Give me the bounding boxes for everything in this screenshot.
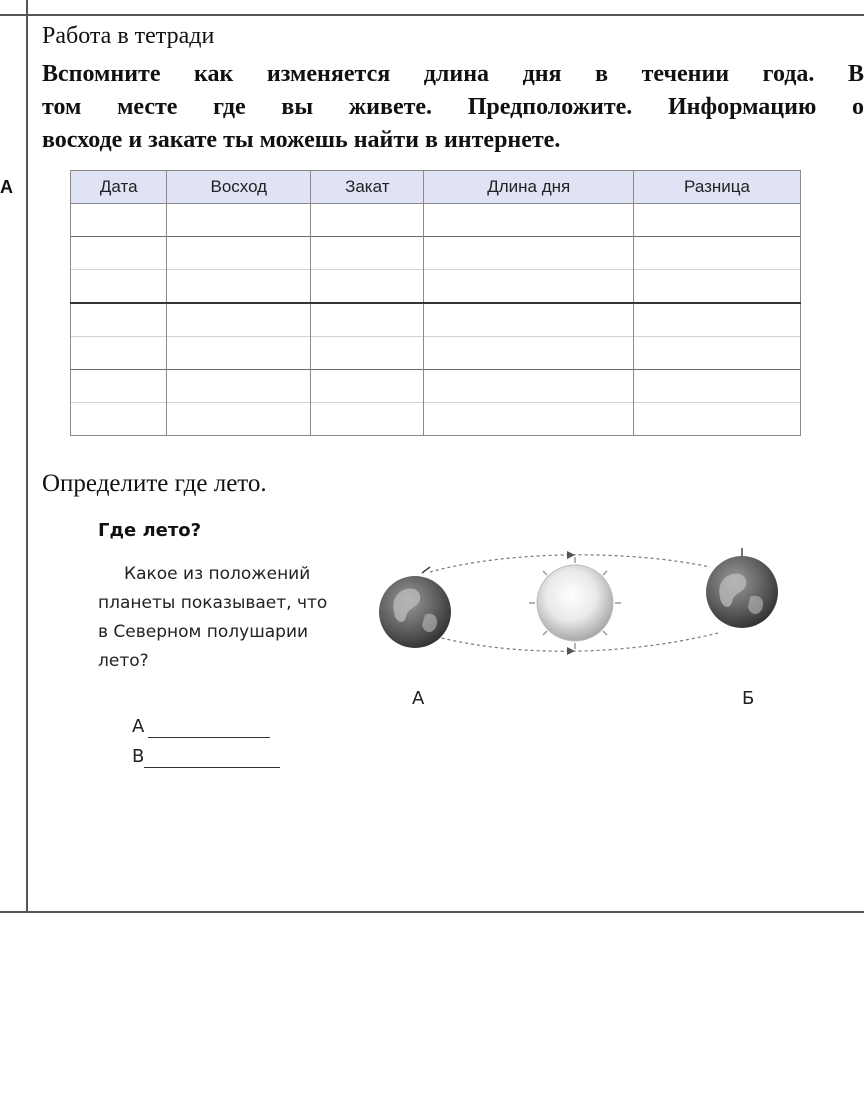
day-length-table: [70, 170, 801, 436]
table-cell[interactable]: [71, 403, 167, 436]
header-day-length: Длина дня: [424, 171, 634, 204]
section-title: Работа в тетради: [42, 23, 215, 49]
earth-orbit-illustration: [370, 545, 790, 665]
position-label-b: Б: [742, 688, 755, 709]
header-sunset: Закат: [311, 171, 424, 204]
table-cell[interactable]: [634, 337, 801, 370]
table-cell[interactable]: [71, 337, 167, 370]
table-row: [71, 303, 801, 337]
earth-a-icon: [379, 567, 451, 648]
table-cell[interactable]: [311, 403, 424, 436]
table-cell[interactable]: [634, 237, 801, 270]
table-cell[interactable]: [634, 303, 801, 337]
frame-left-rule: [26, 0, 28, 913]
table-cell[interactable]: [167, 204, 311, 237]
table-cell[interactable]: [167, 337, 311, 370]
table-cell[interactable]: [634, 370, 801, 403]
answer-b-blank[interactable]: [144, 750, 280, 768]
box-line-1: Какое из положений: [124, 564, 311, 584]
table-header-row: [71, 171, 801, 204]
table-cell[interactable]: [311, 370, 424, 403]
task-text: [42, 58, 864, 157]
position-label-a: А: [412, 688, 425, 709]
table-cell[interactable]: [311, 204, 424, 237]
answer-a-blank[interactable]: [148, 720, 270, 738]
table-row: [71, 204, 801, 237]
frame-top-rule: [0, 14, 864, 16]
table-row: [71, 370, 801, 403]
header-date: Дата: [71, 171, 167, 204]
header-sunrise: Восход: [167, 171, 311, 204]
table-cell[interactable]: [424, 237, 634, 270]
frame-bottom-rule: [0, 911, 864, 913]
sun-icon: [529, 557, 621, 649]
earth-b-icon: [706, 548, 778, 628]
table-cell[interactable]: [311, 337, 424, 370]
table-cell[interactable]: [424, 337, 634, 370]
header-difference: Разница: [634, 171, 801, 204]
task-line-2: том месте где вы живете. Предположите. Информацию о: [42, 94, 864, 120]
left-margin-glyph: A: [0, 177, 13, 197]
box-title: Где лето?: [98, 520, 202, 541]
table-cell[interactable]: [71, 303, 167, 337]
table-row: [71, 270, 801, 304]
table-cell[interactable]: [634, 270, 801, 304]
orbit-arrow-bottom-icon: [567, 647, 575, 655]
task-line-1: Вспомните как изменяется длина дня в течении года. В: [42, 61, 864, 87]
answer-b-label: В: [132, 746, 145, 767]
table-row: [71, 403, 801, 436]
table-cell[interactable]: [167, 403, 311, 436]
box-line-4: лето?: [98, 651, 149, 671]
task-line-3: восходе и закате ты можешь найти в интернете.: [42, 127, 561, 153]
table-cell[interactable]: [424, 403, 634, 436]
table-cell[interactable]: [424, 204, 634, 237]
table-cell[interactable]: [167, 237, 311, 270]
table-cell[interactable]: [424, 370, 634, 403]
table-cell[interactable]: [167, 370, 311, 403]
table-cell[interactable]: [167, 270, 311, 304]
table-row: [71, 237, 801, 270]
box-line-3: в Северном полушарии: [98, 622, 309, 642]
table-cell[interactable]: [71, 204, 167, 237]
table-row: [71, 337, 801, 370]
table-cell[interactable]: [424, 303, 634, 337]
orbit-arrow-top-icon: [567, 551, 575, 559]
box-line-2: планеты показывает, что: [98, 593, 328, 613]
table-cell[interactable]: [71, 370, 167, 403]
table-cell[interactable]: [634, 204, 801, 237]
box-question: [98, 560, 358, 676]
table-cell[interactable]: [311, 270, 424, 304]
table-cell[interactable]: [311, 237, 424, 270]
answer-a-label: А: [132, 716, 145, 737]
table-cell[interactable]: [634, 403, 801, 436]
table-cell[interactable]: [424, 270, 634, 304]
table-cell[interactable]: [167, 303, 311, 337]
answer-a: [132, 716, 270, 738]
table-cell[interactable]: [71, 237, 167, 270]
table-cell[interactable]: [311, 303, 424, 337]
question-where-summer: Определите где лето.: [42, 470, 267, 497]
table-cell[interactable]: [71, 270, 167, 304]
answer-b: [132, 746, 280, 768]
